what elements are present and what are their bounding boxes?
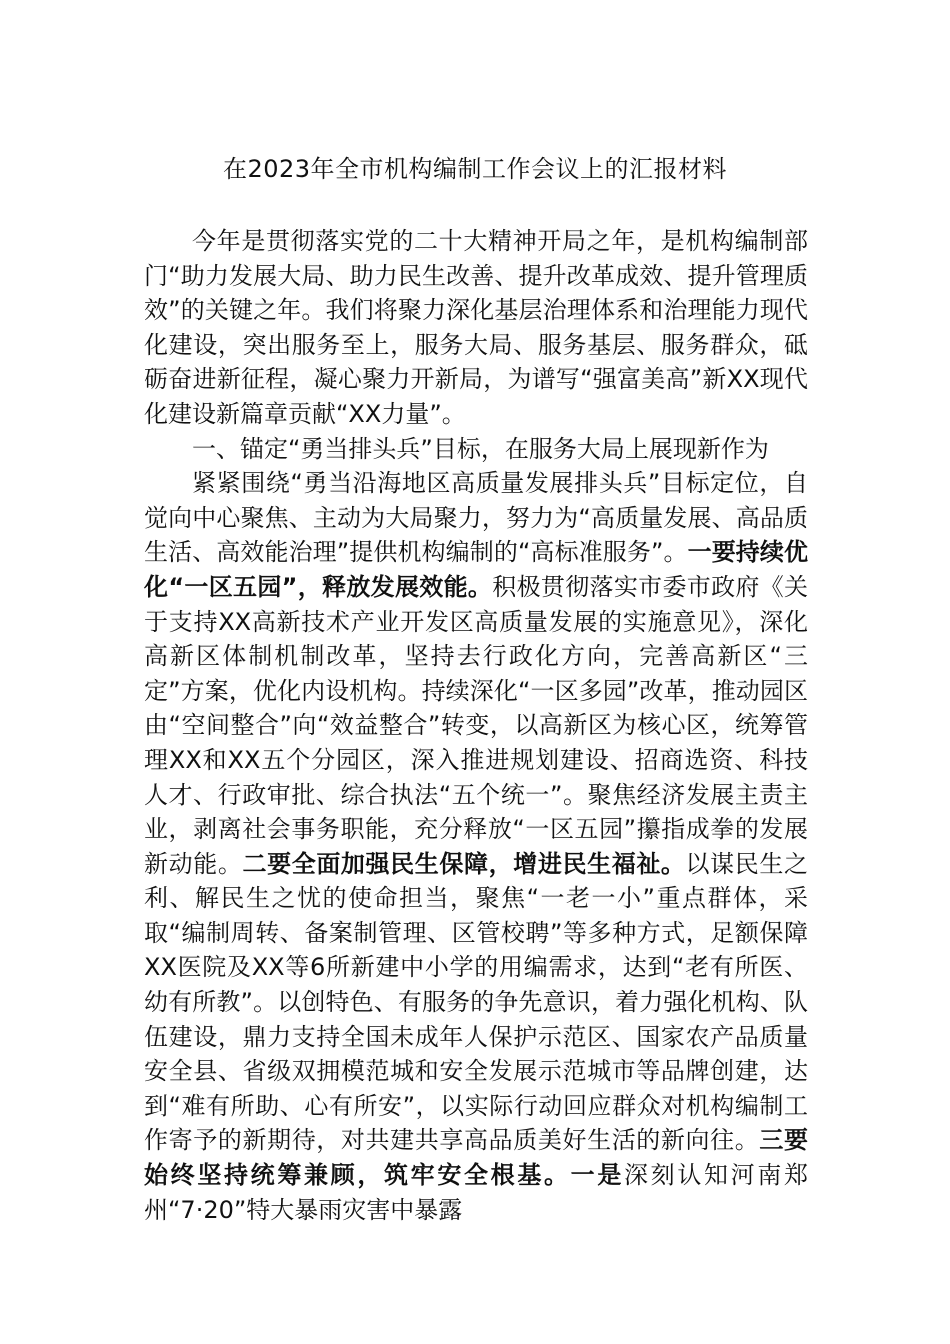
point-one-heading: 一要持续优化“一区五园”，释放发展效能。 <box>144 538 808 601</box>
intro-paragraph: 今年是贯彻落实党的二十大精神开局之年，是机构编制部门“助力发展大局、助力民生改善、提升改革成效、提升管理质效”的关键之年。我们将聚力深化基层治理体系和治理能力现代化建设，突出服务至上，服务大局、服务基层、服务群众，砥砺奋进新征程，凝心聚力开新局，为谱写“强富美高”新XX现代化建设新篇章贡献“XX力量”。 <box>144 227 808 428</box>
subpoint-one-label: 一是 <box>570 1161 625 1190</box>
section-paragraph <box>144 466 808 1227</box>
point-two-heading: 二要全面加强民生保障，增进民生福祉。 <box>242 849 686 878</box>
document-title: 在2023年全市机构编制工作会议上的汇报材料 <box>222 155 728 183</box>
document-body <box>144 224 808 1227</box>
point-two-text: 以谋民生之利、解民生之忧的使命担当，聚焦“一老一小”重点群体，采取“编制周转、备案制管理、区管校聘”等多种方式，足额保障XX医院及XX等6所新建中小学的用编需求，达到“老有所医、幼有所教”。以创特色、有服务的争先意识，着力强化机构、队伍建设，鼎力支持全国未成年人保护示范区、国家农产品质量安全县、省级双拥模范城和安全发展示范城市等品牌创建，达到“难有所助、心有所安”，以实际行动回应群众对机构编制工作寄予的新期待，对共建共享高品质美好生活的新向往。 <box>144 849 809 1155</box>
section-heading: 一、锚定“勇当排头兵”目标，在服务大局上展现新作为 <box>192 434 769 463</box>
point-one-text: 积极贯彻落实市委市政府《关于支持XX高新技术产业开发区高质量发展的实施意见》，深化高新区体制机制改革，坚持去行政化方向，完善高新区“三定”方案，优化内设机构。持续深化“一区多园”改革，推动园区由“空间整合”向“效益整合”转变，以高新区为核心区，统筹管理XX和XX五个分园区，深入推进规划建设、招商选资、科技人才、行政审批、综合执法“五个统一”。聚焦经济发展主责主业，剥离社会事务职能，充分释放“一区五园”攥指成拳的发展新动能。 <box>144 572 809 878</box>
subpoint-one-text: 深刻认知河南郑州“7·20”特大暴雨灾害中暴露 <box>144 1161 809 1224</box>
section-lead-text: 紧紧围绕“勇当沿海地区高质量发展排头兵”目标定位，自觉向中心聚焦、主动为大局聚力，努力为“高质量发展、高品质生活、高效能治理”提供机构编制的“高标准服务”。 <box>144 469 808 567</box>
point-three-heading: 三要始终坚持统筹兼顾，筑牢安全根基。 <box>144 1126 809 1190</box>
